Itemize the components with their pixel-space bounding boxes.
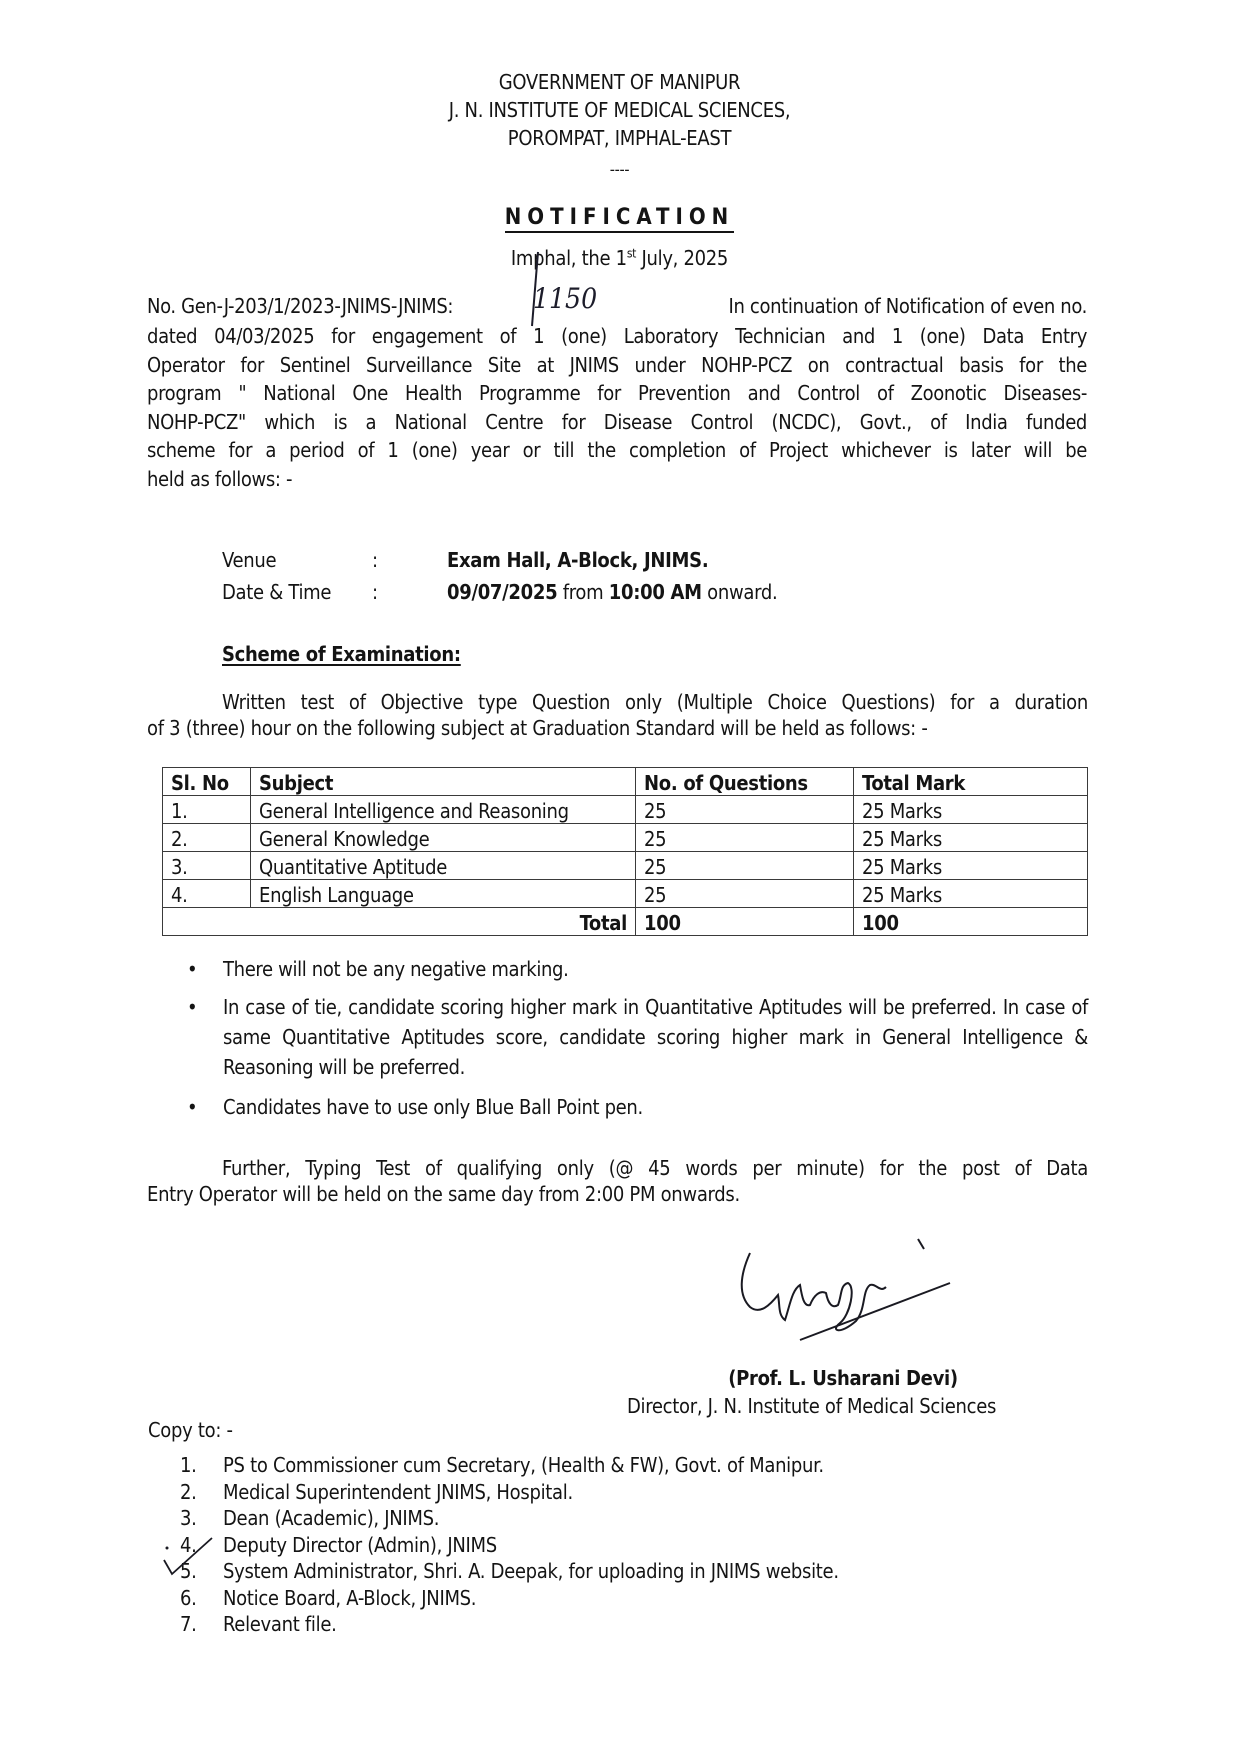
instructions-list (183, 954, 1088, 1122)
cell-marks: 25 Marks (854, 852, 1088, 880)
header-address: POROMPAT, IMPHAL-EAST (507, 126, 732, 150)
instruction-text: There will not be any negative marking. (223, 957, 569, 981)
table-row (163, 824, 1088, 852)
cell-subject: Quantitative Aptitude (251, 852, 636, 880)
copy-to-text: Notice Board, A-Block, JNIMS. (223, 1585, 477, 1610)
copy-to-item (180, 1479, 839, 1506)
copy-to-item (180, 1585, 839, 1612)
venue-label: Venue (222, 548, 277, 572)
copy-to-text: System Administrator, Shri. A. Deepak, for uploading in JNIMS website. (223, 1559, 839, 1583)
copy-to-text: Deputy Director (Admin), JNIMS (223, 1532, 497, 1557)
table-row (163, 880, 1088, 908)
exam-scheme-table (162, 767, 1088, 936)
typing-test-line1: Further, Typing Test of qualifying only (@ 45 words per minute) for the post of Data (222, 1156, 1088, 1180)
header-total-mark: Total Mark (854, 768, 1088, 796)
cell-sl-no: 4. (163, 880, 251, 908)
instruction-item (183, 1092, 1088, 1122)
instruction-item (183, 992, 1088, 1082)
cell-questions: 25 (636, 824, 854, 852)
copy-to-number: 6. (180, 1585, 197, 1610)
copy-to-text: PS to Commissioner cum Secretary, (Health & FW), Govt. of Manipur. (223, 1453, 824, 1477)
copy-to-number: 1. (180, 1453, 197, 1477)
checkmark-icon (160, 1534, 220, 1584)
cell-questions: 25 (636, 880, 854, 908)
copy-to-number: 4. (180, 1532, 197, 1557)
body-line: dated 04/03/2025 for engagement of 1 (one) Laboratory Technician and 1 (one) Data Entry (147, 324, 1087, 348)
header-separator: ---- (609, 160, 630, 179)
signatory-designation: Director, J. N. Institute of Medical Sciences (627, 1394, 997, 1418)
copy-to-number: 2. (180, 1479, 197, 1504)
signature-icon (730, 1235, 960, 1345)
copy-to-item (180, 1452, 839, 1479)
venue-colon: : (372, 548, 378, 572)
header-questions: No. of Questions (636, 768, 854, 796)
body-line: Operator for Sentinel Surveillance Site at JNIMS under NOHP-PCZ on contractual basis for the (147, 352, 1087, 377)
exam-date: 09/07/2025 (447, 580, 558, 604)
copy-to-text: Dean (Academic), JNIMS. (223, 1506, 440, 1530)
place-date-suffix: July, 2025 (636, 246, 729, 270)
header-sl-no: Sl. No (163, 768, 251, 796)
from-text: from (557, 580, 609, 604)
venue-value: Exam Hall, A-Block, JNIMS. (447, 548, 709, 572)
header-government: GOVERNMENT OF MANIPUR (498, 70, 741, 94)
total-questions: 100 (636, 908, 854, 936)
total-label: Total (163, 908, 636, 936)
place-date-prefix: Imphal, the 1 (510, 246, 627, 270)
scheme-intro-line2: of 3 (three) hour on the following subject at Graduation Standard will be held as follows: - (147, 716, 928, 740)
cell-sl-no: 3. (163, 852, 251, 880)
datetime-colon: : (372, 580, 378, 604)
copy-to-item (180, 1611, 839, 1638)
cell-subject: General Knowledge (251, 824, 636, 852)
body-line: held as follows: - (147, 466, 293, 491)
cell-questions: 25 (636, 796, 854, 824)
typing-test-line2: Entry Operator will be held on the same day from 2:00 PM onwards. (147, 1182, 740, 1206)
copy-to-item (180, 1532, 839, 1559)
copy-to-list (180, 1452, 839, 1638)
table-row (163, 796, 1088, 824)
copy-to-text: Medical Superintendent JNIMS, Hospital. (223, 1479, 573, 1504)
cell-subject: English Language (251, 880, 636, 908)
instruction-item (183, 954, 1088, 984)
exam-time: 10:00 AM (608, 580, 702, 604)
bullet-icon: • (187, 957, 198, 981)
cell-questions: 25 (636, 852, 854, 880)
copy-to-item (180, 1505, 839, 1532)
notification-title (0, 205, 1239, 230)
scheme-intro-line1: Written test of Objective type Question only (Multiple Choice Questions) for a duration (222, 690, 1088, 714)
cell-sl-no: 1. (163, 796, 251, 824)
instruction-text: In case of tie, candidate scoring higher mark in Quantitative Aptitudes will be preferred. In case of same Quantitative Aptitudes score, candidate scoring higher mark in General Intelligence & Reasoning will be preferred. (223, 995, 1088, 1079)
place-date (0, 246, 1239, 270)
table-total-row (163, 908, 1088, 936)
body-line: scheme for a period of 1 (one) year or till the completion of Project whichever is later will be (147, 438, 1087, 462)
copy-to-number: 5. (180, 1559, 197, 1583)
cell-subject: General Intelligence and Reasoning (251, 796, 636, 824)
cell-sl-no: 2. (163, 824, 251, 852)
datetime-label: Date & Time (222, 580, 332, 604)
header-subject: Subject (251, 768, 636, 796)
table-header-row (163, 768, 1088, 796)
datetime-value (447, 580, 777, 604)
copy-to-heading: Copy to: - (148, 1418, 233, 1442)
notification-title-text: NOTIFICATION (505, 205, 735, 233)
table-row (163, 852, 1088, 880)
cell-marks: 25 Marks (854, 796, 1088, 824)
header-institute: J. N. INSTITUTE OF MEDICAL SCIENCES, (448, 98, 791, 122)
notification-body (147, 322, 1087, 493)
cell-marks: 25 Marks (854, 880, 1088, 908)
copy-to-number: 3. (180, 1506, 197, 1530)
body-line: program " National One Health Programme for Prevention and Control of Zoonotic Diseases- (147, 381, 1087, 405)
copy-to-text: Relevant file. (223, 1612, 337, 1636)
place-date-sup: st (626, 246, 637, 261)
copy-to-item (180, 1558, 839, 1585)
copy-to-number: 7. (180, 1612, 197, 1636)
cell-marks: 25 Marks (854, 824, 1088, 852)
reference-number-text: No. Gen-J-203/1/2023-JNIMS-JNIMS: (147, 294, 454, 318)
total-marks: 100 (854, 908, 1088, 936)
onward-text: onward. (701, 580, 778, 604)
bullet-icon: • (187, 995, 198, 1019)
instruction-text: Candidates have to use only Blue Ball Point pen. (223, 1095, 643, 1119)
signatory-name: (Prof. L. Usharani Devi) (728, 1366, 958, 1390)
reference-number (147, 294, 453, 318)
scheme-heading: Scheme of Examination: (222, 642, 461, 666)
reference-handwritten-number: 1150 (533, 282, 598, 315)
body-first-line: In continuation of Notification of even no. (728, 294, 1087, 318)
body-line: NOHP-PCZ" which is a National Centre for Disease Control (NCDC), Govt., of India funded (147, 409, 1087, 434)
bullet-icon: • (187, 1095, 198, 1119)
